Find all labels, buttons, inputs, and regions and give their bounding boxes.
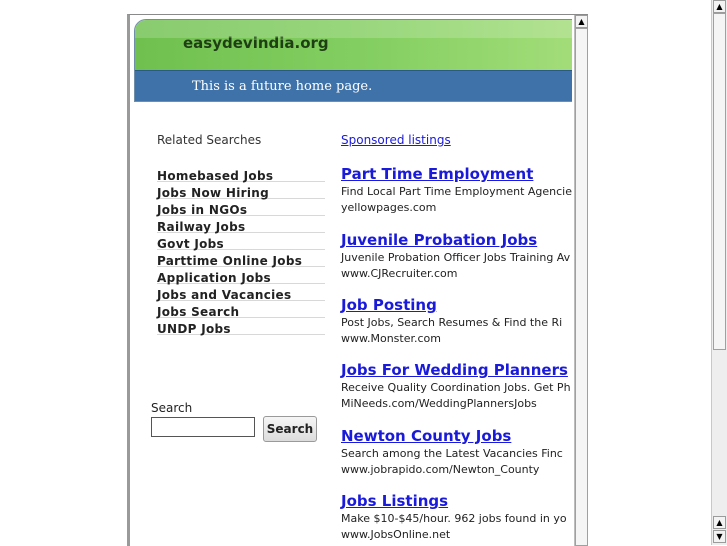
ad-listing xyxy=(341,361,572,412)
ad-description: Make $10-$45/hour. 962 jobs found in yo xyxy=(341,512,567,525)
ad-url: www.JobsOnline.net xyxy=(341,528,451,541)
related-searches-title: Related Searches xyxy=(157,133,262,147)
ad-listing xyxy=(341,427,572,478)
ad-description: Receive Quality Coordination Jobs. Get Ph xyxy=(341,381,571,394)
ad-title-link[interactable]: Jobs For Wedding Planners xyxy=(341,361,568,379)
ad-description: Post Jobs, Search Resumes & Find the Ri xyxy=(341,316,563,329)
ad-description: Search among the Latest Vacancies Finc xyxy=(341,447,563,460)
scroll-down-arrow-icon[interactable]: ▼ xyxy=(713,530,726,543)
sponsored-listings-link[interactable]: Sponsored listings xyxy=(341,133,451,147)
related-link[interactable]: UNDP Jobs xyxy=(157,322,231,336)
related-link[interactable]: Jobs Search xyxy=(157,305,240,319)
related-link[interactable]: Jobs in NGOs xyxy=(157,203,248,217)
embedded-page-frame xyxy=(127,14,588,546)
ad-listing xyxy=(341,165,572,216)
ad-url: www.Monster.com xyxy=(341,332,441,345)
related-link[interactable]: Jobs Now Hiring xyxy=(157,186,269,200)
related-searches-list xyxy=(157,165,325,335)
list-item xyxy=(157,301,325,318)
scrollbar-thumb[interactable] xyxy=(713,13,726,350)
search-button[interactable]: Search xyxy=(263,416,317,442)
ad-url: www.jobrapido.com/Newton_County xyxy=(341,463,540,476)
scroll-up-arrow-icon[interactable]: ▲ xyxy=(713,0,726,13)
tagline: This is a future home page. xyxy=(192,79,373,94)
list-item xyxy=(157,182,325,199)
list-item xyxy=(157,318,325,335)
list-item xyxy=(157,267,325,284)
related-link[interactable]: Parttime Online Jobs xyxy=(157,254,303,268)
outer-vertical-scrollbar[interactable] xyxy=(711,0,727,545)
site-name: easydevindia.org xyxy=(183,34,329,52)
related-link[interactable]: Jobs and Vacancies xyxy=(157,288,292,302)
header-banner xyxy=(135,20,572,70)
related-link[interactable]: Govt Jobs xyxy=(157,237,224,251)
ad-title-link[interactable]: Newton County Jobs xyxy=(341,427,512,445)
list-item xyxy=(157,165,325,182)
related-link[interactable]: Application Jobs xyxy=(157,271,271,285)
list-item xyxy=(157,233,325,250)
ad-url: www.CJRecruiter.com xyxy=(341,267,458,280)
ad-listing xyxy=(341,296,572,347)
ad-title-link[interactable]: Part Time Employment xyxy=(341,165,534,183)
search-input[interactable] xyxy=(151,417,255,437)
scrollbar-thumb[interactable] xyxy=(575,28,588,546)
list-item xyxy=(157,216,325,233)
ad-url: yellowpages.com xyxy=(341,201,437,214)
scroll-up-arrow-icon[interactable]: ▲ xyxy=(575,15,588,28)
ad-listing xyxy=(341,492,572,543)
ad-description: Find Local Part Time Employment Agencie xyxy=(341,185,572,198)
ad-title-link[interactable]: Jobs Listings xyxy=(341,492,449,510)
ad-description: Juvenile Probation Officer Jobs Training Av xyxy=(341,251,571,264)
ad-title-link[interactable]: Job Posting xyxy=(341,296,437,314)
list-item xyxy=(157,284,325,301)
tagline-bar xyxy=(135,70,572,102)
inner-vertical-scrollbar[interactable] xyxy=(574,15,588,546)
search-label: Search xyxy=(151,401,193,415)
ad-title-link[interactable]: Juvenile Probation Jobs xyxy=(341,231,538,249)
list-item xyxy=(157,250,325,267)
site-header xyxy=(134,19,572,102)
ad-url: MiNeeds.com/WeddingPlannersJobs xyxy=(341,397,537,410)
related-link[interactable]: Railway Jobs xyxy=(157,220,246,234)
ad-listing xyxy=(341,231,572,282)
page-content xyxy=(130,15,572,546)
scroll-up-arrow-icon[interactable]: ▲ xyxy=(713,516,726,529)
related-link[interactable]: Homebased Jobs xyxy=(157,169,274,183)
list-item xyxy=(157,199,325,216)
